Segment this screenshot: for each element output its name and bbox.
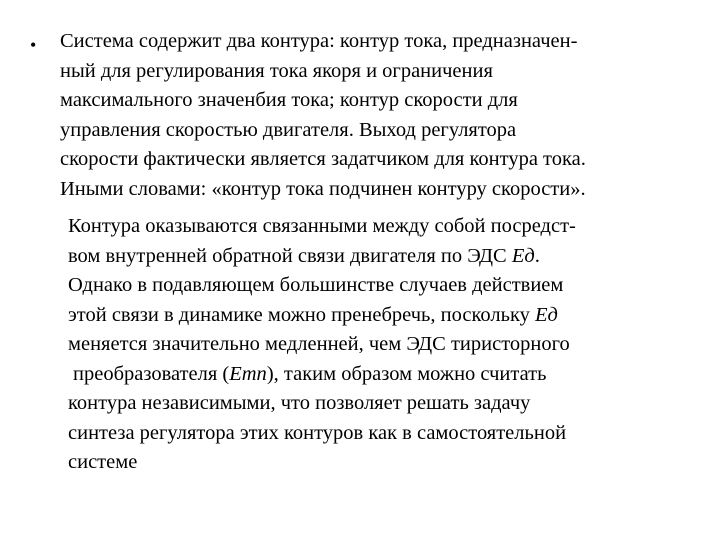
bullet-marker: • bbox=[30, 35, 37, 55]
paragraph-text: вом внутренней обратной связи двигателя по ЭДС bbox=[68, 244, 512, 267]
paragraph-text: . bbox=[534, 244, 540, 267]
bullet-line: Система содержит два контура: контур тока, предназначен- bbox=[60, 30, 578, 52]
paragraph-line: синтеза регулятора этих контуров как в самостоятельной bbox=[68, 421, 567, 444]
paragraph-line bbox=[68, 301, 698, 331]
bullet-line: управления скоростью двигателя. Выход регулятора bbox=[60, 118, 517, 141]
bullet-text bbox=[60, 27, 710, 204]
bullet-line: скорости фактически является задатчиком для контура тока. bbox=[60, 148, 586, 170]
emf-symbol: Ед bbox=[535, 303, 558, 326]
body-paragraph bbox=[68, 212, 698, 478]
paragraph-line: контура независимыми, что позволяет решать задачу bbox=[68, 392, 531, 414]
converter-emf-symbol: Етп bbox=[229, 362, 267, 385]
paragraph-line: системе bbox=[68, 451, 138, 473]
bullet-line: Иными словами: «контур тока подчинен контуру скорости». bbox=[60, 177, 586, 200]
paragraph-text: ), таким образом можно считать bbox=[266, 362, 547, 385]
paragraph-line: Однако в подавляющем большинстве случаев действием bbox=[68, 274, 564, 296]
paragraph-line bbox=[68, 360, 698, 390]
paragraph-line bbox=[68, 242, 698, 272]
bullet-line: ный для регулирования тока якоря и ограничения bbox=[60, 59, 493, 82]
paragraph-text: преобразователя ( bbox=[73, 362, 230, 385]
paragraph-line: Контура оказываются связанными между собой посредст- bbox=[68, 215, 576, 237]
paragraph-line: меняется значительно медленней, чем ЭДС тиристорного bbox=[68, 333, 570, 355]
bullet-line: максимального значенбия тока; контур скорости для bbox=[60, 89, 518, 111]
emf-symbol: Ед bbox=[511, 244, 535, 267]
paragraph-text: этой связи в динамике можно пренебречь, поскольку bbox=[68, 303, 535, 326]
